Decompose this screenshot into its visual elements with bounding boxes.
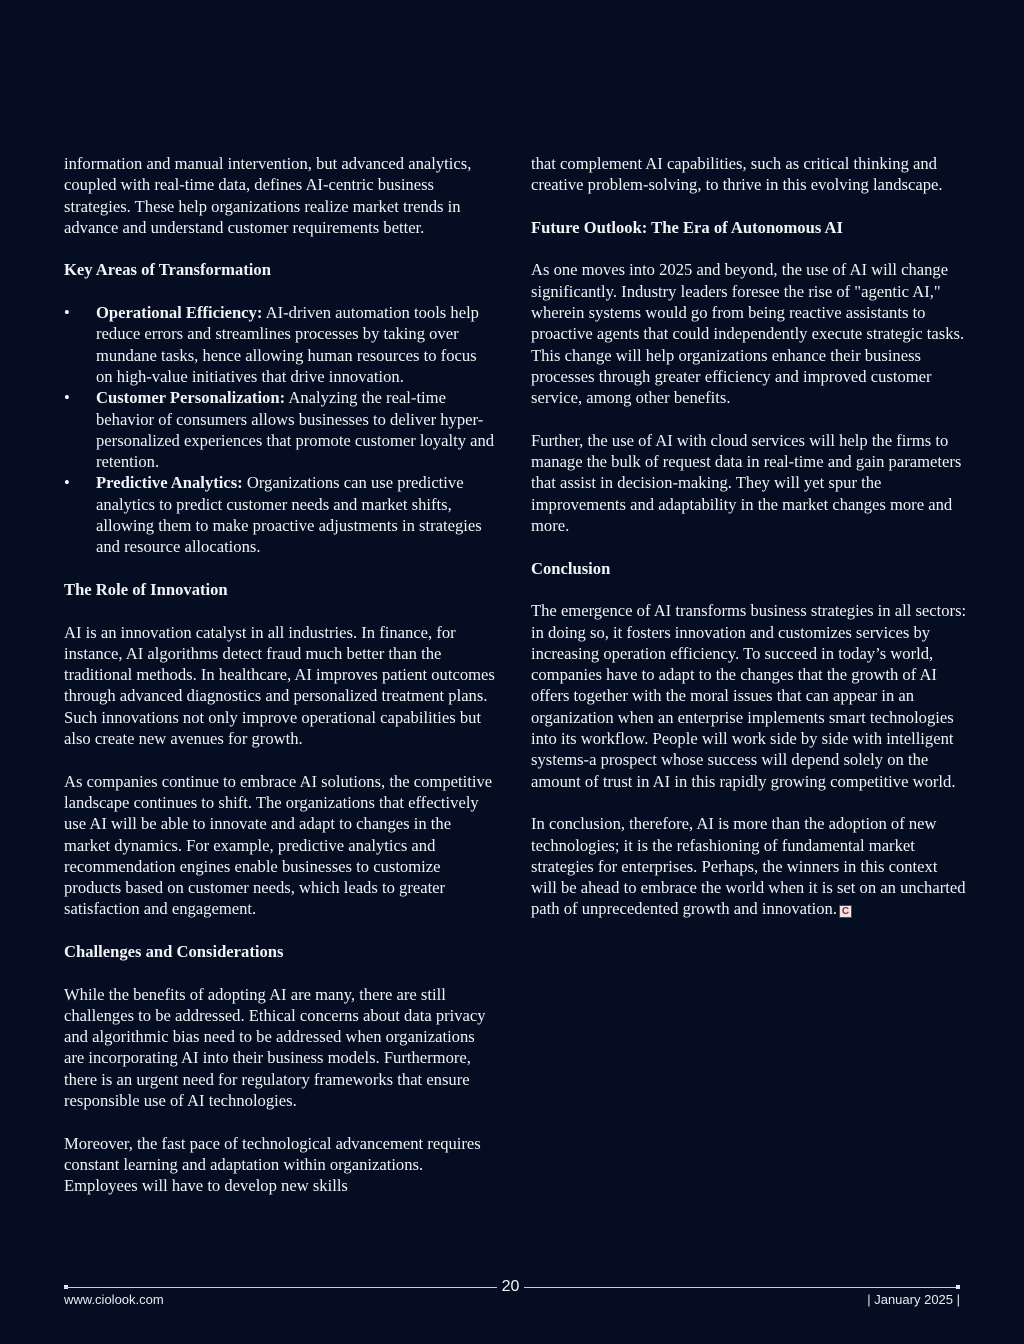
list-item xyxy=(64,472,496,557)
section-heading-innovation: The Role of Innovation xyxy=(64,579,228,599)
footer-line-dot xyxy=(956,1285,960,1289)
page-number: 20 xyxy=(501,1278,520,1295)
paragraph: information and manual intervention, but advanced analytics, coupled with real-time data, defines AI-centric business strategies. These help organizations realize market trends in advance and understand customer requirements better. xyxy=(64,154,472,237)
paragraph: While the benefits of adopting AI are many, there are still challenges to be addressed. Ethical concerns about data privacy and algorithmic bias need to be addressed when organizations are incorporating AI into their business models. Furthermore, there is an urgent need for regulatory frameworks that ensure responsible use of AI technologies. xyxy=(64,984,486,1111)
list-item xyxy=(64,387,496,472)
footer-issue-date: | January 2025 | xyxy=(867,1292,960,1307)
list-item-text: Organizations can use predictive analytics to predict customer needs and market shifts, allowing them to make proactive adjustments in strategies and resource allocations. xyxy=(96,473,482,557)
footer-divider-right xyxy=(524,1287,960,1288)
paragraph: that complement AI capabilities, such as critical thinking and creative problem-solving, to thrive in this evolving landscape. xyxy=(531,154,943,195)
footer-website: www.ciolook.com xyxy=(64,1292,164,1307)
section-heading-challenges: Challenges and Considerations xyxy=(64,941,284,961)
paragraph: Further, the use of AI with cloud services will help the firms to manage the bulk of request data in real-time and gain parameters that assist in decision-making. They will yet spur the improvements and adaptability in the market changes more and more. xyxy=(531,430,962,536)
section-heading-key-areas: Key Areas of Transformation xyxy=(64,260,271,280)
bullet: • xyxy=(64,473,70,493)
section-heading-future: Future Outlook: The Era of Autonomous AI xyxy=(531,217,843,237)
list-item-text: Analyzing the real-time behavior of consumers allows businesses to deliver hyper-personalized experiences that promote customer loyalty and retention. xyxy=(96,388,495,472)
paragraph xyxy=(531,813,967,919)
bullet: • xyxy=(64,303,70,323)
paragraph: As one moves into 2025 and beyond, the use of AI will change significantly. Industry leaders foresee the rise of "agentic AI," wherein systems would go from being reactive assistants to proactive agents that could independently execute strategic tasks. This change will help organizations enhance their business processes through greater efficiency and improved customer service, among other benefits. xyxy=(531,260,965,408)
list-item-text: AI-driven automation tools help reduce errors and streamlines processes by taking over mundane tasks, hence allowing human resources to focus on high-value initiatives that drive innovation. xyxy=(96,303,479,386)
paragraph: Moreover, the fast pace of technological advancement requires constant learning and adaptation within organizations. Employees will have to develop new skills xyxy=(64,1133,481,1196)
paragraph-text: In conclusion, therefore, AI is more than the adoption of new technologies; it is the refashioning of fundamental market strategies for enterprises. Perhaps, the winners in this context will be ahead to embrace the world when it is set on an uncharted path of unprecedented growth and innovation. xyxy=(531,814,966,919)
right-column xyxy=(531,153,967,941)
paragraph: As companies continue to embrace AI solutions, the competitive landscape continues to shift. The organizations that effectively use AI will be able to innovate and adapt to changes in the market dynamics. For example, predictive analytics and recommendation engines enable businesses to customize products based on customer needs, which leads to greater satisfaction and engagement. xyxy=(64,771,493,919)
footer-divider-left xyxy=(64,1287,497,1288)
list-item-title: Operational Efficiency: xyxy=(96,303,263,323)
end-of-article-icon: C xyxy=(839,905,852,918)
section-heading-conclusion: Conclusion xyxy=(531,558,611,578)
bullet: • xyxy=(64,388,70,408)
list-item xyxy=(64,302,496,387)
paragraph: AI is an innovation catalyst in all industries. In finance, for instance, AI algorithms detect fraud much better than the traditional methods. In healthcare, AI improves patient outcomes through advanced diagnostics and personalized treatment plans. Such innovations not only improve operational capabilities but also create new avenues for growth. xyxy=(64,622,495,749)
list-item-title: Predictive Analytics: xyxy=(96,473,243,493)
transformation-list xyxy=(64,302,496,558)
left-column xyxy=(64,153,496,1218)
paragraph: The emergence of AI transforms business strategies in all sectors: in doing so, it fosters innovation and customizes services by increasing operation efficiency. To succeed in today’s world, companies have to adapt to the changes that the growth of AI offers together with the moral issues that can appear in an organization when an enterprise implements smart technologies into its workflow. People will work side by side with intelligent systems-a prospect whose success will depend solely on the amount of trust in AI in this rapidly growing competitive world. xyxy=(531,601,967,791)
list-item-title: Customer Personalization: xyxy=(96,388,286,408)
